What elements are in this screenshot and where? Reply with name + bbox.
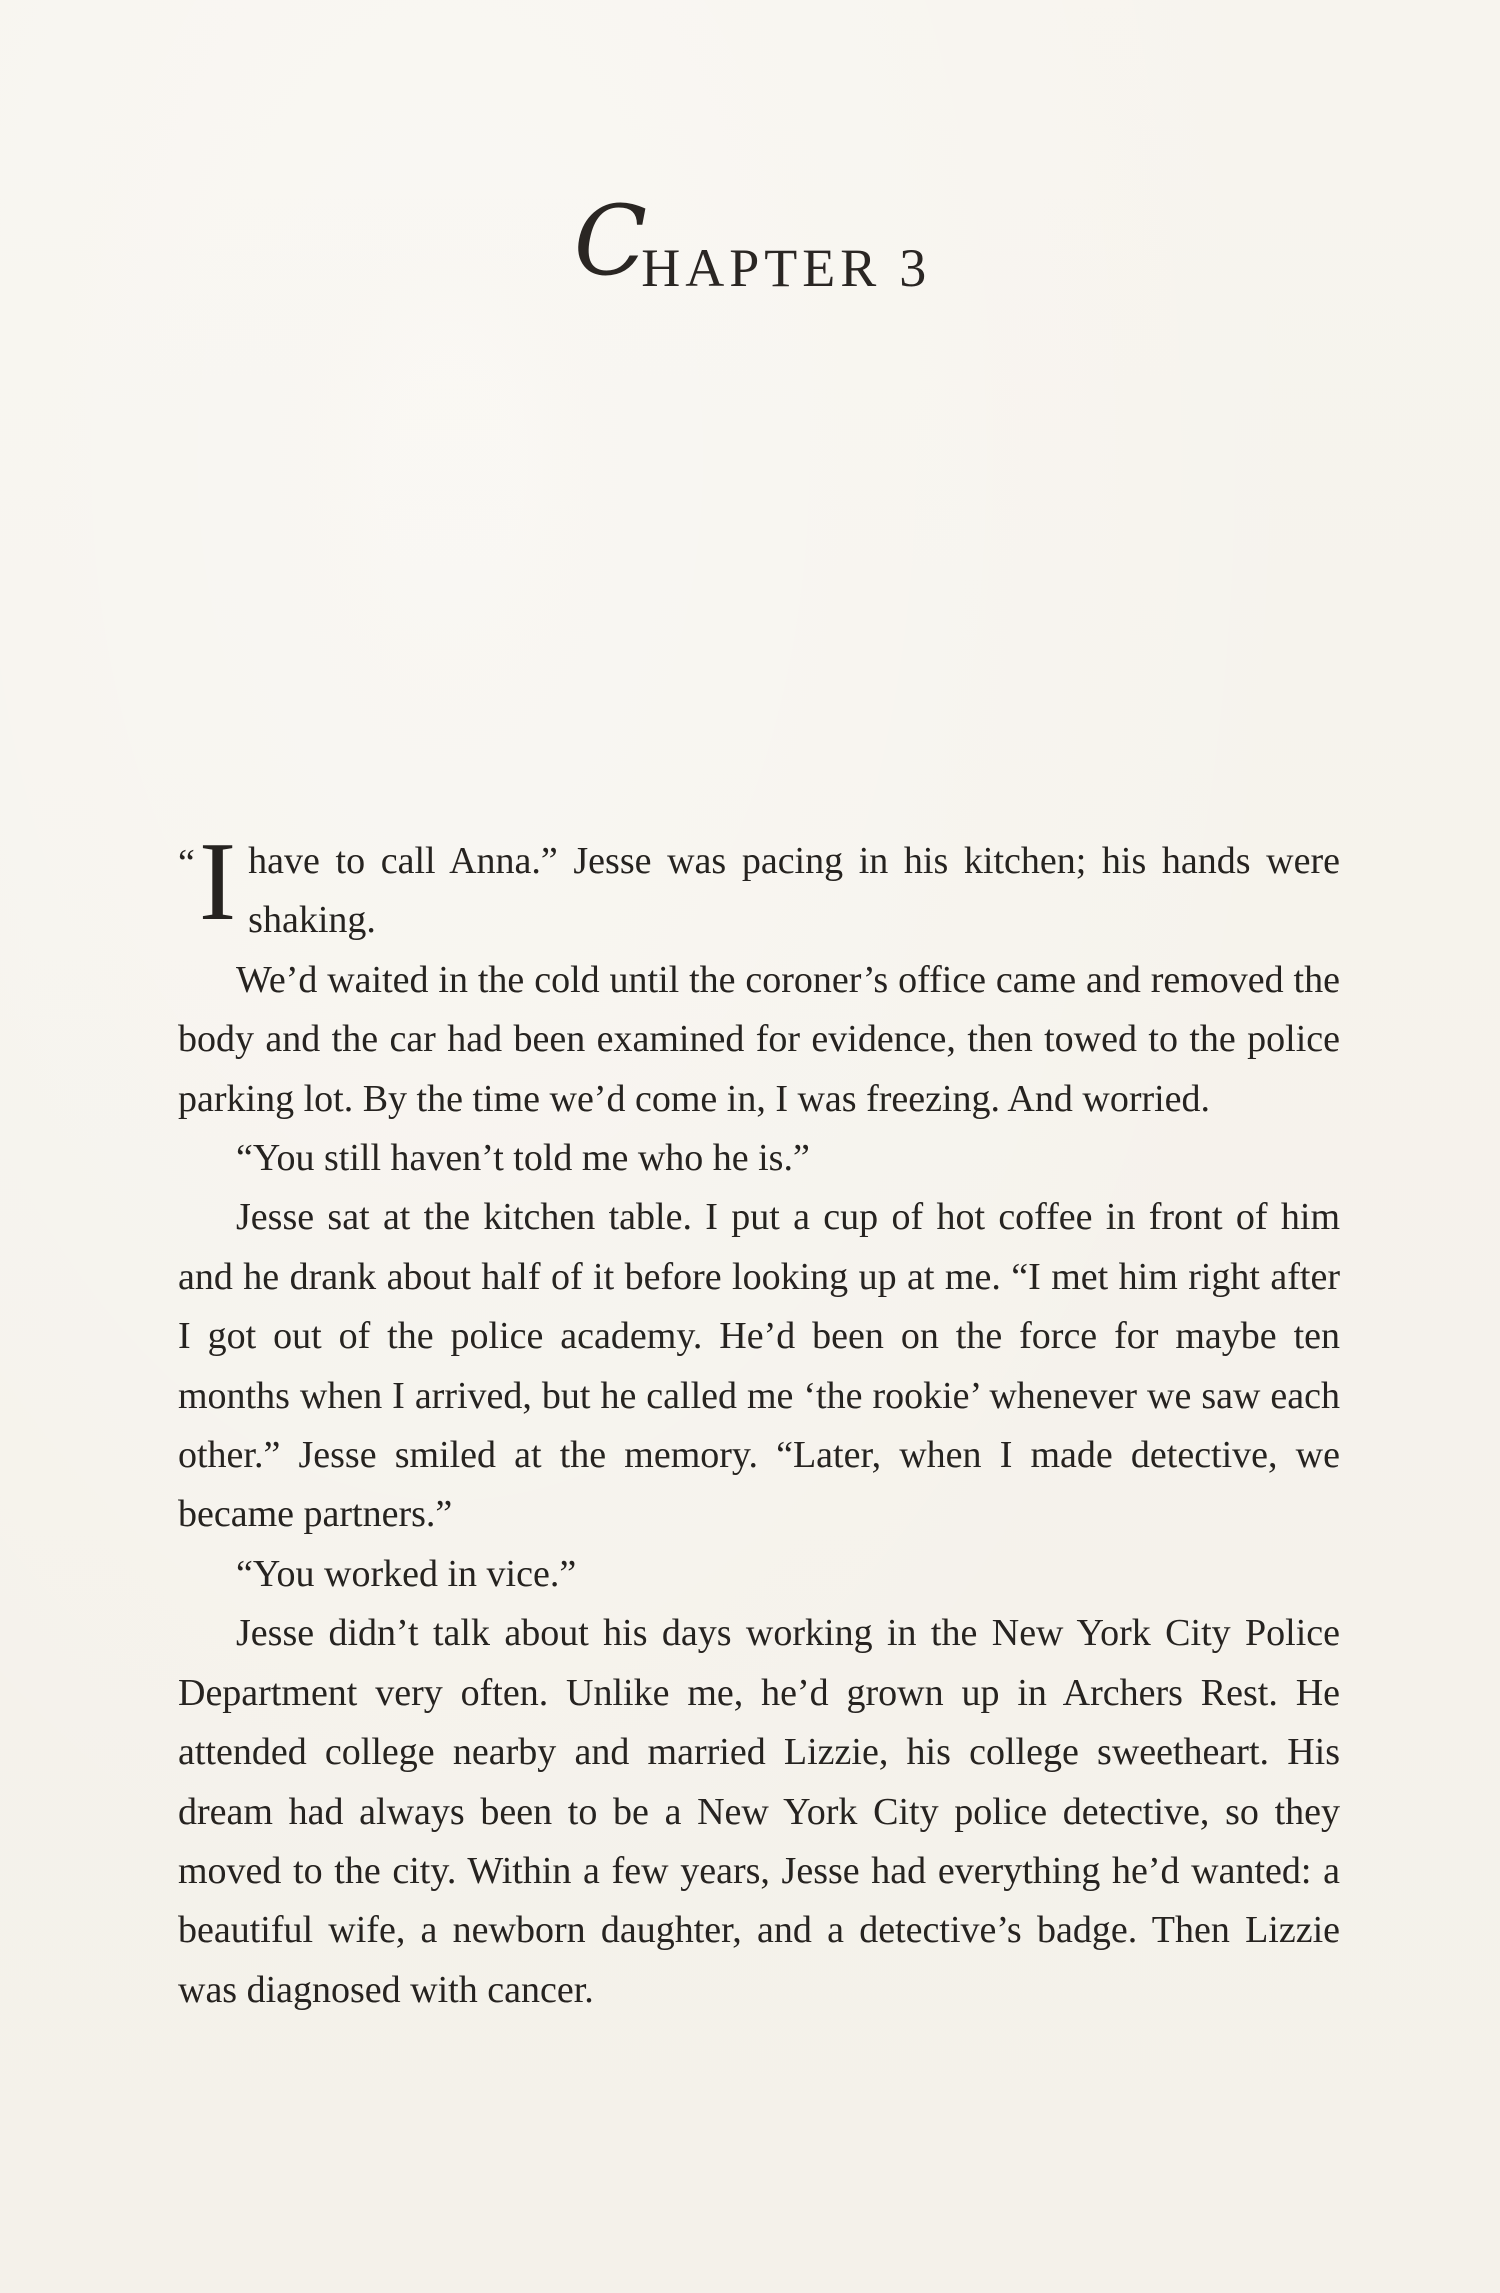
drop-cap-group	[178, 820, 237, 944]
paragraph: Jesse sat at the kitchen table. I put a cup of hot coffee in front of him and he drank about half of it before looking up at me. “I met him right after I got out of the police academy. He’d been on the force for maybe ten months when I arrived, but he called me ‘the rookie’ whenever we saw each other.” Jesse smiled at the memory. “Later, when I made detective, we became partners.”	[178, 1196, 1340, 1536]
opening-quote: “	[178, 842, 195, 884]
paragraph: We’d waited in the cold until the coroner’s office came and removed the body and the car had been examined for evidence, then towed to the police parking lot. By the time we’d come in, I was freezing. And worried.	[178, 958, 1340, 1120]
chapter-number: 3	[899, 238, 927, 298]
chapter-word: HAPTER	[641, 238, 882, 298]
paragraph: Jesse didn’t talk about his days working in the New York City Police Department very often. Unlike me, he’d grown up in Archers Rest. He attended college nearby and married Lizzie, his college sweetheart. His dream had always been to be a New York City police detective, so they moved to the city. Within a few years, Jesse had everything he’d wanted: a beautiful wife, a newborn daughter, and a detective’s badge. Then Lizzie was diagnosed with cancer.	[178, 1612, 1340, 2011]
drop-cap: I	[198, 820, 237, 944]
opening-paragraph	[178, 820, 1340, 951]
body-text	[178, 820, 1340, 2020]
chapter-heading	[0, 185, 1500, 301]
chapter-initial: C	[573, 185, 648, 297]
opening-text: have to call Anna.” Jesse was pacing in his kitchen; his hands were shaking.	[248, 840, 1340, 942]
paragraph: “You still haven’t told me who he is.”	[236, 1137, 810, 1180]
paragraph: “You worked in vice.”	[236, 1552, 577, 1595]
